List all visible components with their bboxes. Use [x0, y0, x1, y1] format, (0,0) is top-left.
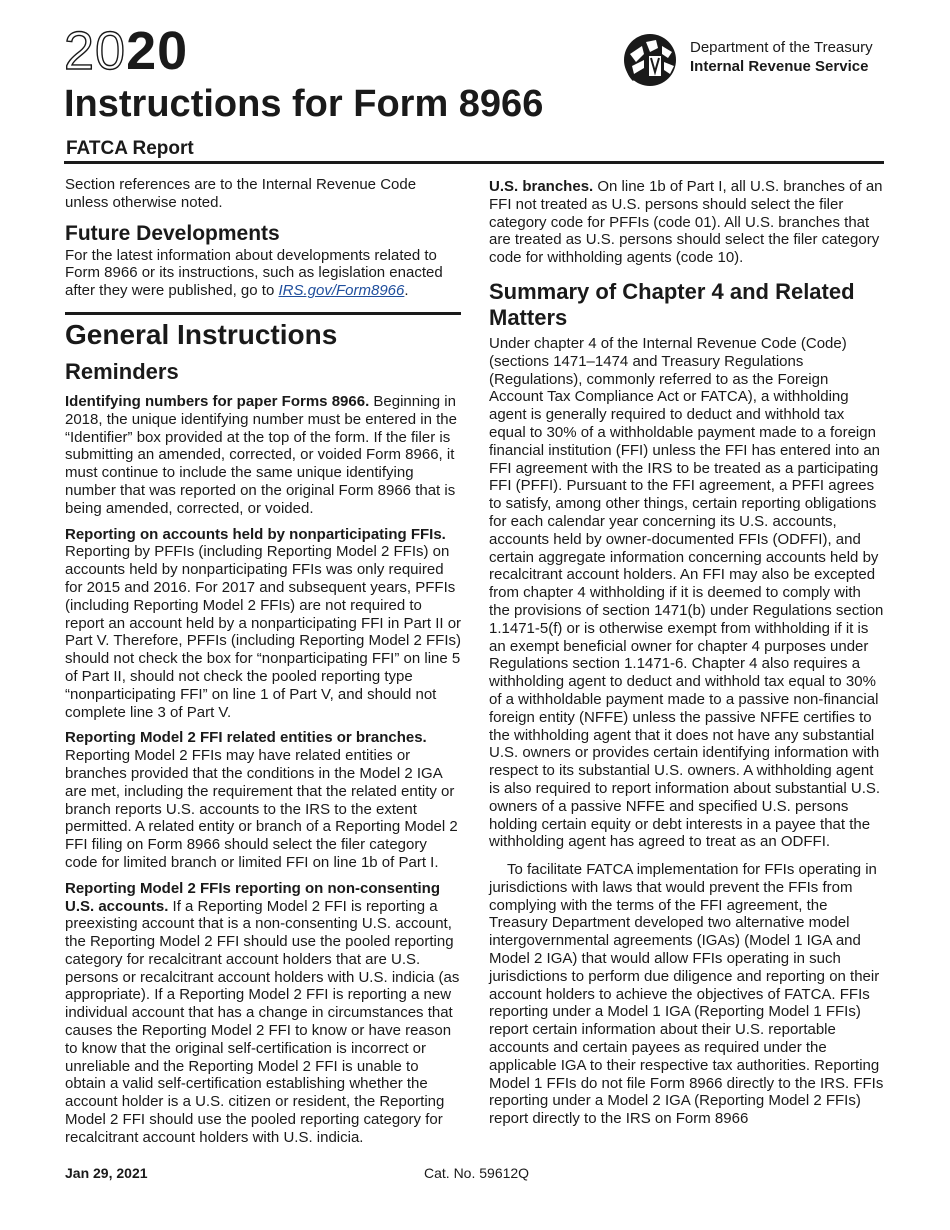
non-consenting-runin: Reporting Model 2 FFIs reporting on non-consenting U.S. accounts. — [65, 879, 440, 915]
irs-form8966-link[interactable]: IRS.gov/Form8966 — [278, 282, 405, 300]
agency-irs: Internal Revenue Service — [690, 58, 869, 75]
nonparticipating-runin: Reporting on accounts held by nonparticipating FFIs. — [65, 525, 446, 543]
nonparticipating-paragraph: Reporting on accounts held by nonparticipating FFIs. Reporting by PFFIs (including Reporting Model 2 FFIs) on accounts held by nonparticipating FFIs was only required for 2015 and 2016. For 2017 and subsequent years, PFFIs (including Reporting Model 2 FFIs) are not required to report an account held by a nonparticipating FFI in Part II or Part V. Therefore, PFFIs (including Reporting Model 2 FFIs) should not check the box for “nonparticipating FFI” on line 5 of Part II, should not check the pooled reporting type “nonparticipating FFI” on line 1 of Part V, and should not complete line 3 of Part V. — [65, 525, 462, 721]
summary-chapter4-heading: Summary of Chapter 4 and Related Matters — [489, 278, 855, 330]
us-branches-paragraph: U.S. branches. On line 1b of Part I, all U.S. branches of an FFI not treated as U.S. persons should select the filer category code for PFFIs (code 01). All U.S. branches that are treated as U.S. persons should select the filer category code for withholding agents (code 10). — [489, 178, 883, 267]
year-outline: 20 — [64, 21, 127, 81]
related-entities-runin: Reporting Model 2 FFI related entities or branches. — [65, 729, 427, 747]
right-column — [489, 178, 885, 1128]
left-column — [65, 176, 463, 1147]
page-title: Instructions for Form 8966 — [64, 83, 544, 125]
section-divider — [65, 312, 461, 315]
reminders-heading: Reminders — [65, 358, 179, 384]
treasury-eagle-logo-icon — [622, 32, 684, 88]
general-instructions-heading: General Instructions — [65, 318, 338, 350]
related-entities-paragraph: Reporting Model 2 FFI related entities or branches. Reporting Model 2 FFIs may have related entities or branches provided that the conditions in the Model 2 IGA are met, including the requirement that the related entity or branch reports U.S. accounts to the IRS to the extent permitted. A related entity or branch of a Reporting Model 2 FFI filing on Form 8966 should select the filer category code for limited branch or limited FFI on line 1b of Part I. — [65, 729, 458, 871]
fatca-implementation-paragraph: To facilitate FATCA implementation for FFIs operating in jurisdictions with laws that would prevent the FFIs from complying with the terms of the FFI agreement, the Treasury Department developed two alternative model intergovernmental agreements (IGAs) (Model 1 IGA and Model 2 IGA) that would allow FFIs operating in such jurisdictions to perform due diligence and reporting on their account holders to achieve the objectives of FATCA. FFIs reporting under a Model 1 IGA (Reporting Model 1 FFIs) report certain information about their U.S. reportable accounts and certain payees as required under the applicable IGA to their respective tax authorities. Reporting Model 1 FFIs do not file Form 8966 directly to the IRS. FFIs reporting under a Model 2 IGA (Reporting Model 2 FFIs) report directly to the IRS on Form 8966 — [489, 861, 884, 1128]
footer-date: Jan 29, 2021 — [65, 1165, 148, 1181]
header-divider — [64, 161, 884, 164]
chapter4-paragraph: Under chapter 4 of the Internal Revenue Code (Code) (sections 1471–1474 and Treasury Regulations (Regulations), commonly referred to as the Foreign Account Tax Compliance Act or FATCA), a withholding agent is generally required to deduct and withhold tax equal to 30% of a withholdable payment made to a foreign financial institution (FFI) unless the FFI has entered into an FFI agreement with the IRS to be treated as a participating FFI (PFFI). Pursuant to the FFI agreement, a PFFI agrees to satisfy, among other things, certain reporting obligations for each calendar year concerning its U.S. accounts, accounts held by owner-documented FFIs (ODFFI), and certain aggregate information concerning accounts held by recalcitrant account holders. An FFI may also be excepted from chapter 4 withholding if it is deemed to comply with the provisions of section 1471(b) under Regulations section 1.1471-5(f) or is otherwise exempt from withholding if it is an exempt beneficial owner for chapter 4 purposes under Regulations section 1.1471-6. Chapter 4 also requires a withholding agent to deduct and withhold tax equal to 30% of a withholdable payment made to a passive non-financial foreign entity (NFFE) unless the passive NFFE certifies to the withholding agent that it does not have any substantial U.S. owners or provides certain identifying information with respect to its substantial U.S. owners. A withholding agent is also required to report information about substantial U.S. owners of a passive NFFE and specified U.S. persons holding certain equity or debt interests in a payee that the withholding agent has agreed to treat as an ODFFI. — [489, 334, 884, 851]
identifying-numbers-runin: Identifying numbers for paper Forms 8966. — [65, 392, 370, 410]
form-year — [64, 21, 189, 81]
future-developments-heading: Future Developments — [65, 221, 280, 245]
non-consenting-paragraph: Reporting Model 2 FFIs reporting on non-consenting U.S. accounts. If a Reporting Model 2 FFI is reporting a preexisting account that is a non-consenting U.S. account, the Reporting Model 2 FFI should use the pooled reporting category for recalcitrant account holders that are U.S. persons or recalcitrant account holders with U.S. indicia (as appropriate). If a Reporting Model 2 FFI is reporting a new individual account that has a change in circumstances that causes the Reporting Model 2 FFI to know or have reason to know that the original self-certification is incorrect or unreliable and the Reporting Model 2 FFI is unable to obtain a valid self-certification establishing whether the account holder is a U.S. citizen or resident, the Reporting Model 2 FFI should use the pooled reporting category for recalcitrant account holders with U.S. indicia. — [65, 879, 460, 1146]
page-subtitle: FATCA Report — [66, 138, 194, 159]
footer-catalog-number: Cat. No. 59612Q — [424, 1165, 530, 1181]
year-bold: 20 — [126, 21, 189, 81]
agency-block — [622, 32, 873, 88]
intro-text: Section references are to the Internal Revenue Code unless otherwise noted. — [65, 176, 417, 211]
agency-department: Department of the Treasury — [690, 39, 873, 56]
identifying-numbers-paragraph: Identifying numbers for paper Forms 8966. Beginning in 2018, the unique identifying number must be entered in the “Identifier” box provided at the top of the form. If the filer is submitting an amended, corrected, or voided Form 8966, it must continue to include the same unique identifying number that was reported on the original Form 8966 that is being amended, corrected, or voided. — [65, 392, 457, 517]
us-branches-runin: U.S. branches. — [489, 178, 594, 195]
future-developments-text: For the latest information about developments related to Form 8966 or its instructions, such as legislation enacted after they were published, go to IRS.gov/Form8966. — [65, 246, 443, 300]
